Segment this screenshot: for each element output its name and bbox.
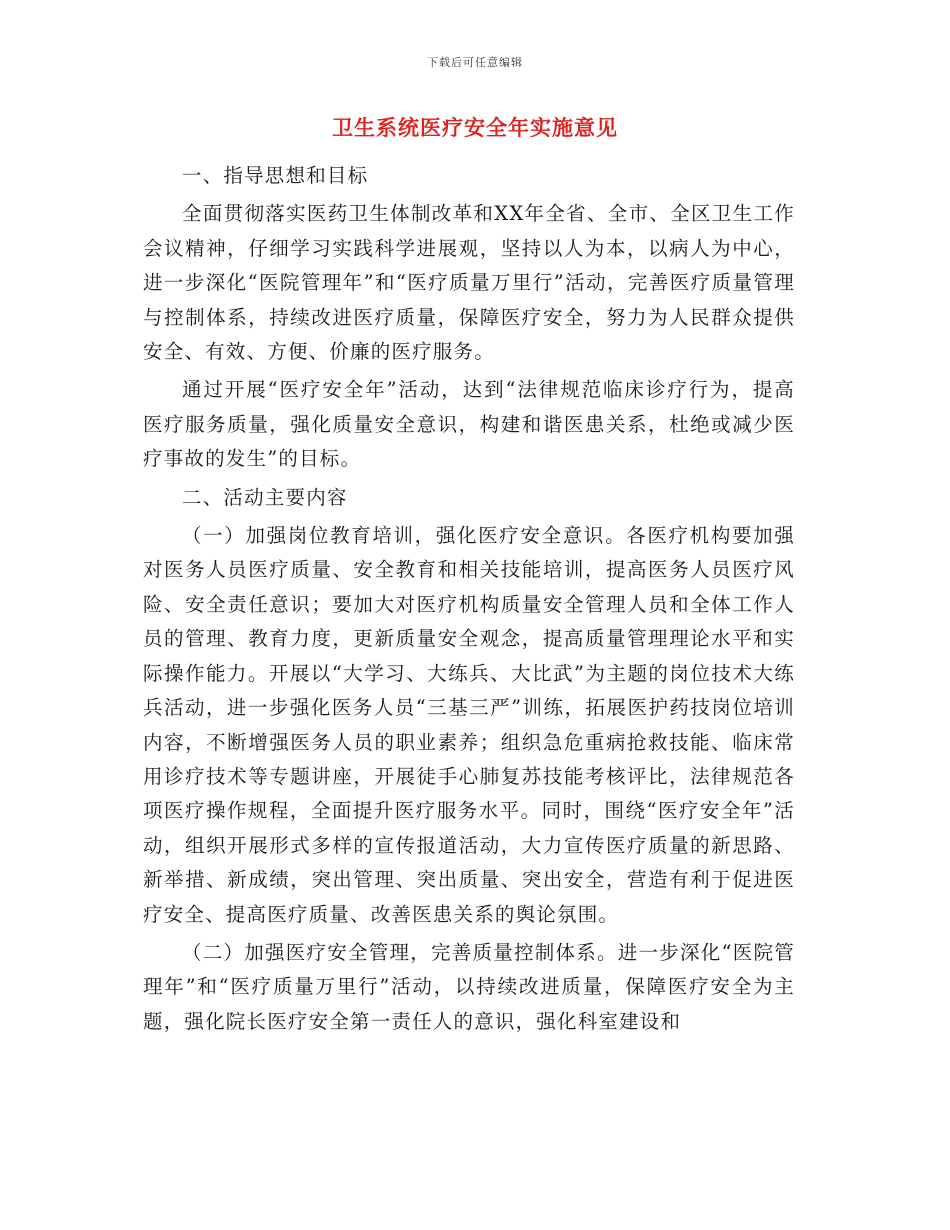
- document-body: [143, 159, 795, 1039]
- section-heading-guiding-ideas: 一、指导思想和目标: [182, 164, 369, 187]
- paragraph: 通过开展“医疗安全年”活动，达到“法律规范临床诊疗行为，提高医疗服务质量，强化质量安全意识，构建和谐医患关系，杜绝或减少医疗事故的发生”的目标。: [143, 378, 795, 471]
- section-heading-main-content: 二、活动主要内容: [182, 485, 348, 509]
- paragraph: 全面贯彻落实医药卫生体制改革和XX年全省、全市、全区卫生工作会议精神，仔细学习实践科学进展观，坚持以人为本，以病人为中心，进一步深化“医院管理年”和“医疗质量万里行”活动，完善医疗质量管理与控制体系，持续改进医疗质量，保障医疗安全，努力为人民群众提供安全、有效、方便、价廉的医疗服务。: [143, 202, 795, 364]
- document-title: 卫生系统医疗安全年实施意见: [332, 115, 618, 140]
- header-note: 下载后可任意编辑: [427, 56, 523, 69]
- paragraph: （一）加强岗位教育培训，强化医疗安全意识。各医疗机构要加强对医务人员医疗质量、安全教育和相关技能培训，提高医务人员医疗风险、安全责任意识；要加大对医疗机构质量安全管理人员和全体工作人员的管理、教育力度，更新质量安全观念，提高质量管理理论水平和实际操作能力。开展以“大学习、大练兵、大比武”为主题的岗位技术大练兵活动，进一步强化医务人员“三基三严”训练，拓展医护药技岗位培训内容，不断增强医务人员的职业素养；组织急危重病抢救技能、临床常用诊疗技术等专题讲座，开展徒手心肺复苏技能考核评比，法律规范各项医疗操作规程，全面提升医疗服务水平。同时，围绕“医疗安全年”活动，组织开展形式多样的宣传报道活动，大力宣传医疗质量的新思路、新举措、新成绩，突出管理、突出质量、突出安全，营造有利于促进医疗安全、提高医疗质量、改善医患关系的舆论氛围。: [143, 524, 795, 926]
- paragraph: （二）加强医疗安全管理，完善质量控制体系。进一步深化“医院管理年”和“医疗质量万里行”活动，以持续改进质量，保障医疗安全为主题，强化院长医疗安全第一责任人的意识，强化科室建设和: [143, 940, 795, 1033]
